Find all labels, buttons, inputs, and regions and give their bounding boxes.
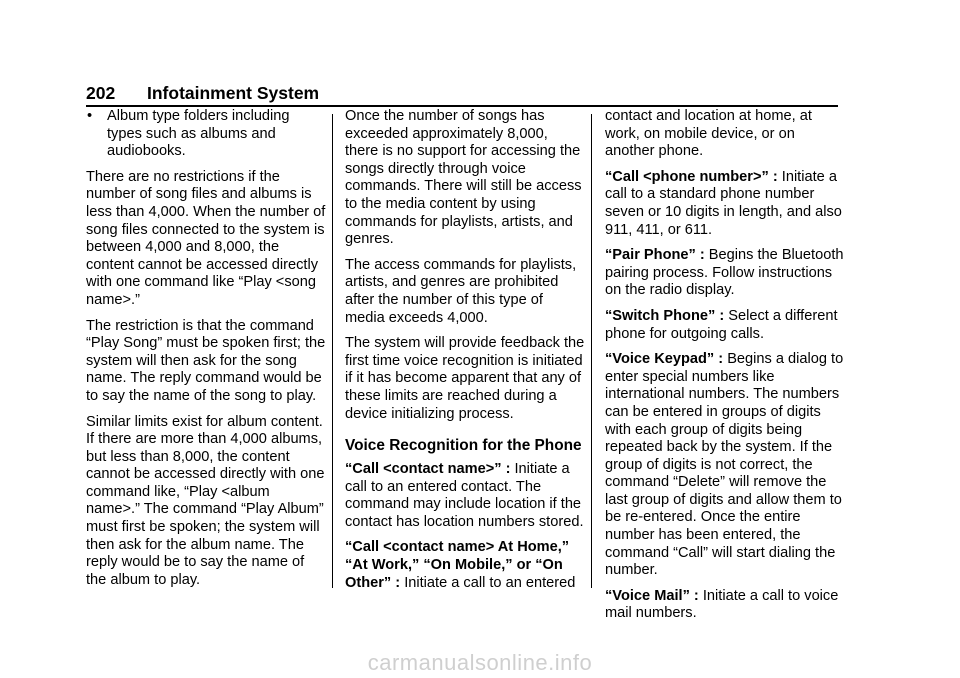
command-entry bbox=[605, 247, 845, 300]
column-1 bbox=[86, 108, 326, 597]
command-entry bbox=[345, 539, 585, 592]
command-term: “Pair Phone” : bbox=[605, 247, 705, 264]
column-2 bbox=[345, 108, 585, 600]
command-term: “Voice Keypad” : bbox=[605, 351, 724, 368]
bullet-text: Album type folders including types such as albums and audiobooks. bbox=[107, 108, 290, 160]
command-entry bbox=[345, 461, 585, 531]
paragraph: contact and location at home, at work, on mobile device, or on another phone. bbox=[605, 108, 812, 160]
paragraph: Once the number of songs has exceeded approximately 8,000, there is no support for accessing the songs directly through voice commands. There will still be access to the media content by using commands for playlists, artists, and genres. bbox=[345, 108, 582, 248]
page-number: 202 bbox=[86, 83, 116, 103]
command-entry bbox=[605, 588, 845, 623]
command-description: Initiate a call to a standard phone number seven or 10 digits in length, and also 911, 411, or 611. bbox=[605, 168, 842, 238]
paragraph: The access commands for playlists, artists, and genres are prohibited after the number of this type of media exceeds 4,000. bbox=[345, 256, 577, 326]
header-rule bbox=[86, 105, 838, 107]
command-term: “Call <phone number>” : bbox=[605, 168, 778, 185]
bullet-item bbox=[86, 108, 326, 161]
bullet-icon: • bbox=[87, 108, 93, 124]
command-entry bbox=[605, 351, 845, 580]
command-term: “Call <contact name> At Home,” “At Work,” “On Mobile,” or “On Other” : bbox=[345, 539, 570, 591]
command-term: “Call <contact name>” : bbox=[345, 461, 511, 478]
command-description: Initiate a call to an entered contact. The command may include location if the contact has location numbers stored. bbox=[345, 461, 584, 530]
command-entry bbox=[605, 169, 845, 239]
command-description: Select a different phone for outgoing calls. bbox=[605, 307, 838, 342]
command-description: Begins a dialog to enter special numbers like international numbers. The numbers can be entered in groups of digits with each group of digits being repeated back by the system. If the group of digits is not correct, the command “Delete” will remove the last group of digits and allow them to be re-entered. Once the entire number has been entered, the command “Call” will start dialing the number. bbox=[605, 351, 844, 579]
page-header bbox=[86, 82, 838, 104]
command-term: “Voice Mail” : bbox=[605, 587, 699, 604]
paragraph: The restriction is that the command “Play Song” must be spoken first; the system will then ask for the song name. The reply command would be to say the name of the song to play. bbox=[86, 317, 326, 404]
section-title: Infotainment System bbox=[147, 83, 320, 103]
column-divider-1 bbox=[332, 114, 333, 588]
paragraph: The system will provide feedback the first time voice recognition is initiated if it has become apparent that any of these limits are reached during a device initializing process. bbox=[345, 335, 585, 422]
column-divider-2 bbox=[591, 114, 592, 588]
command-term: “Switch Phone” : bbox=[605, 307, 725, 324]
command-description: Initiate a call to voice mail numbers. bbox=[605, 587, 839, 622]
command-description: Begins the Bluetooth pairing process. Follow instructions on the radio display. bbox=[605, 247, 844, 299]
watermark: carmanualsonline.info bbox=[367, 650, 593, 675]
command-description: Initiate a call to an entered bbox=[400, 574, 576, 591]
column-3 bbox=[605, 108, 845, 631]
subheading: Voice Recognition for the Phone bbox=[345, 437, 582, 455]
paragraph: Similar limits exist for album content. If there are more than 4,000 albums, but less than 8,000, the content cannot be accessed directly with one command like, “Play <album name>.” The command “Play Album” must first be spoken; the system will then ask for the album name. The reply would be to say the name of the album to play. bbox=[86, 413, 325, 588]
command-entry bbox=[605, 308, 845, 343]
paragraph: There are no restrictions if the number of song files and albums is less than 4,000. When the number of song files connected to the system is between 4,000 and 8,000, the content cannot be accessed directly with one command like “Play <song name>.” bbox=[86, 168, 326, 308]
